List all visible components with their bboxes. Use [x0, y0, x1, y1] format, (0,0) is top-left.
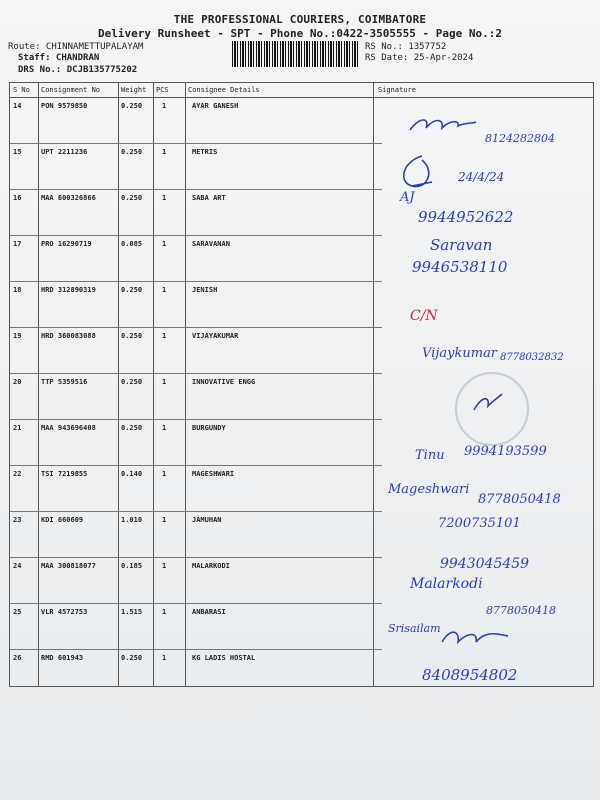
pcs-cell: 1 [162, 424, 167, 432]
sno-cell: 19 [13, 332, 22, 340]
handwritten-number: 7200735101 [438, 516, 521, 531]
consignee-cell: MALARKODI [192, 562, 230, 570]
pcs-cell: 1 [162, 516, 167, 524]
weight-cell: 0.250 [121, 148, 143, 156]
consignment-cell: HRD 360083088 [41, 332, 96, 340]
sno-cell: 14 [13, 102, 22, 110]
drs-number: DRS No.: DCJB135775202 [18, 65, 138, 75]
col-sno: S No [13, 86, 30, 94]
rs-date: RS Date: 25-Apr-2024 [365, 53, 474, 63]
handwritten-name: Malarkodi [410, 576, 483, 592]
weight-cell: 1.010 [121, 516, 143, 524]
sno-cell: 20 [13, 378, 22, 386]
consignment-cell: TTP 5359516 [41, 378, 88, 386]
barcode [232, 41, 360, 67]
weight-cell: 0.250 [121, 286, 143, 294]
consignee-cell: KG LADIS HOSTAL [192, 654, 256, 662]
sno-cell: 18 [13, 286, 22, 294]
consignment-cell: PRO 16290719 [41, 240, 92, 248]
signature-scribble [470, 390, 506, 416]
handwritten-number: 8778050418 [478, 492, 561, 507]
table-row [10, 282, 593, 327]
sno-cell: 24 [13, 562, 22, 570]
consignment-cell: HRD 312890319 [41, 286, 96, 294]
consignee-cell: AYAR GANESH [192, 102, 239, 110]
signature-scribble [392, 152, 452, 194]
weight-cell: 0.250 [121, 332, 143, 340]
weight-cell: 0.250 [121, 194, 143, 202]
handwritten-number: 8778050418 [486, 604, 556, 617]
sno-cell: 22 [13, 470, 22, 478]
signature-scribble [440, 624, 510, 650]
handwritten-initials: AJ [400, 190, 415, 205]
pcs-cell: 1 [162, 654, 167, 662]
weight-cell: 0.185 [121, 562, 143, 570]
consignment-cell: VLR 4572753 [41, 608, 88, 616]
consignment-cell: MAA 943696408 [41, 424, 96, 432]
consignment-cell: KDI 660609 [41, 516, 84, 524]
weight-cell: 0.250 [121, 102, 143, 110]
weight-cell: 0.085 [121, 240, 143, 248]
sno-cell: 26 [13, 654, 22, 662]
table-row [10, 328, 593, 373]
sno-cell: 21 [13, 424, 22, 432]
col-consignment: Consignment No [41, 86, 101, 94]
consignee-cell: JAMUHAN [192, 516, 222, 524]
pcs-cell: 1 [162, 286, 167, 294]
sno-cell: 25 [13, 608, 22, 616]
rs-number: RS No.: 1357752 [365, 42, 447, 52]
pcs-cell: 1 [162, 608, 167, 616]
table-row [10, 144, 593, 189]
consignee-cell: SABA ART [192, 194, 226, 202]
handwritten-name: Tinu [415, 448, 445, 463]
signature-scribble [408, 112, 478, 136]
col-weight: Weight [121, 86, 147, 94]
runsheet-subtitle: Delivery Runsheet - SPT - Phone No.:0422-3505555 - Page No.:2 [98, 27, 502, 40]
consignment-cell: UPT 2211236 [41, 148, 88, 156]
handwritten-mark: C/N [410, 308, 438, 324]
col-consignee: Consignee Details [188, 86, 260, 94]
consignee-cell: SARAVANAN [192, 240, 230, 248]
handwritten-date: 24/4/24 [458, 170, 505, 184]
consignee-cell: ANBARASI [192, 608, 226, 616]
handwritten-number: 9994193599 [464, 444, 547, 459]
pcs-cell: 1 [162, 240, 167, 248]
pcs-cell: 1 [162, 102, 167, 110]
consignment-cell: MAA 300818077 [41, 562, 96, 570]
handwritten-name: Vijaykumar [422, 346, 497, 361]
consignee-cell: METRIS [192, 148, 218, 156]
consignment-cell: MAA 600326866 [41, 194, 96, 202]
pcs-cell: 1 [162, 194, 167, 202]
weight-cell: 0.250 [121, 654, 143, 662]
weight-cell: 0.250 [121, 378, 143, 386]
handwritten-name: Srisailam [388, 622, 441, 635]
handwritten-number: 8408954802 [422, 666, 518, 684]
pcs-cell: 1 [162, 378, 167, 386]
handwritten-name: Saravan [430, 236, 493, 254]
sno-cell: 15 [13, 148, 22, 156]
company-title: THE PROFESSIONAL COURIERS, COIMBATORE [173, 13, 427, 26]
handwritten-number: 9944952622 [418, 208, 514, 226]
route-label: Route: CHINNAMETTUPALAYAM [8, 42, 144, 52]
col-signature: Signature [378, 86, 416, 94]
col-pcs: PCS [156, 86, 169, 94]
consignment-cell: TSI 7219855 [41, 470, 88, 478]
consignment-cell: PON 9579850 [41, 102, 88, 110]
consignee-cell: BURGUNDY [192, 424, 226, 432]
pcs-cell: 1 [162, 470, 167, 478]
staff-label: Staff: CHANDRAN [18, 53, 100, 63]
weight-cell: 1.515 [121, 608, 143, 616]
sno-cell: 17 [13, 240, 22, 248]
consignee-cell: VIJAYAKUMAR [192, 332, 239, 340]
consignee-cell: JENISH [192, 286, 218, 294]
consignee-cell: MAGESHWARI [192, 470, 235, 478]
sno-cell: 16 [13, 194, 22, 202]
table-header [10, 83, 593, 98]
pcs-cell: 1 [162, 562, 167, 570]
handwritten-number: 9946538110 [412, 258, 508, 276]
handwritten-number: 8124282804 [485, 132, 555, 145]
pcs-cell: 1 [162, 332, 167, 340]
pcs-cell: 1 [162, 148, 167, 156]
weight-cell: 0.140 [121, 470, 143, 478]
handwritten-name: Mageshwari [388, 482, 470, 497]
consignment-cell: RMD 601943 [41, 654, 84, 662]
handwritten-number: 9943045459 [440, 556, 530, 572]
weight-cell: 0.250 [121, 424, 143, 432]
handwritten-number: 8778032832 [500, 352, 564, 363]
sno-cell: 23 [13, 516, 22, 524]
consignee-cell: INNOVATIVE ENGG [192, 378, 256, 386]
